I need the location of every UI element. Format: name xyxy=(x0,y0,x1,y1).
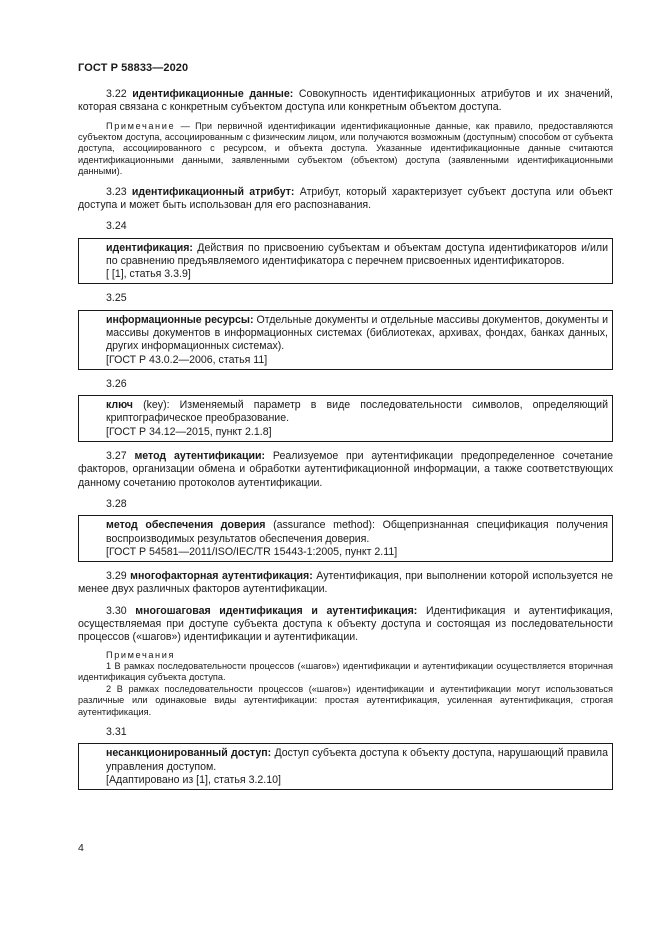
term: несанкционированный доступ: xyxy=(106,747,272,760)
term-entry-3-26 xyxy=(78,378,613,442)
page-content xyxy=(78,88,613,798)
entry-number: 3.29 xyxy=(106,570,127,583)
quoted-definition-box xyxy=(78,515,613,562)
definition-paragraph xyxy=(78,605,613,645)
entry-number: 3.28 xyxy=(106,497,127,510)
quoted-definition-box xyxy=(78,395,613,442)
entry-number: 3.27 xyxy=(106,450,127,463)
note-1: 1 В рамках последовательности процессов («шагов») идентификации и аутентификации осуществляется вторичная идентификация субъекта доступа. xyxy=(78,661,613,683)
note-2: 2 В рамках последовательности процессов («шагов») идентификации и аутентификации могут использоваться различные или одинаковые виды аутентификации: простая аутентификация, усиленная аутентификация, строгая аутентификация. xyxy=(78,683,613,717)
definition: Аутентификация, при выполнении которой используется не менее двух различных факторов аутентификации. xyxy=(78,570,613,596)
term: метод аутентификации: xyxy=(134,450,266,463)
quoted-definition-box xyxy=(78,310,613,370)
entry-number: 3.26 xyxy=(106,377,127,390)
quoted-definition-box xyxy=(78,238,613,285)
term: идентификация: xyxy=(106,241,193,254)
definition: Действия по присвоению субъектам и объектам доступа идентификаторов и/или по сравнению предъявляемого идентификатора с перечнем присвоенных идентификаторов. xyxy=(106,241,608,267)
term: ключ xyxy=(106,399,133,412)
source-reference: [ГОСТ Р 34.12—2015, пункт 2.1.8] xyxy=(106,425,272,438)
definition: (key): Изменяемый параметр в виде последовательности символов, определяющий криптографическое преобразование. xyxy=(106,399,608,425)
term-entry-3-24 xyxy=(78,220,613,284)
term-entry-3-22 xyxy=(78,88,613,178)
definition: (assurance method): Общепризнанная спецификация получения воспроизводимых результатов обеспечения доверия. xyxy=(106,519,608,545)
definition-paragraph xyxy=(106,242,608,269)
term-entry-3-27 xyxy=(78,450,613,490)
term: идентификационный атрибут: xyxy=(131,185,295,198)
note xyxy=(78,121,613,178)
definition-paragraph xyxy=(106,747,608,774)
term: метод обеспечения доверия xyxy=(106,519,266,532)
source-reference: [ [1], статья 3.3.9] xyxy=(106,268,191,281)
definition: Доступ субъекта доступа к объекту доступа, нарушающий правила управления доступом. xyxy=(106,747,609,773)
term: многофакторная аутентификация: xyxy=(130,570,313,583)
term: идентификационные данные: xyxy=(132,88,294,100)
document-code: ГОСТ Р 58833—2020 xyxy=(78,62,189,74)
term-entry-3-31 xyxy=(78,726,613,790)
entry-number: 3.25 xyxy=(106,292,127,305)
entry-number: 3.24 xyxy=(106,220,127,233)
note-text: — При первичной идентификации идентификационные данные, как правило, предоставляются субъектом доступа, ассоциированным с физическим лицом, или получаются возможным (доступным) способом от субъекта доступа, ассоциированного с ресурсом, и объекта доступа. Указанные идентификационные данные считаются идентификационными данными, заявленными субъектом (объектом) доступа (заявленными идентификационными данными). xyxy=(78,120,613,177)
entry-number: 3.30 xyxy=(106,604,127,617)
definition-paragraph xyxy=(78,450,613,490)
definition-paragraph xyxy=(106,399,608,426)
definition: Совокупность идентификационных атрибутов и их значений, которая связана с конкретным субъектом доступа или конкретным объектом доступа. xyxy=(78,88,614,114)
term: многошаговая идентификация и аутентификация: xyxy=(135,604,418,617)
definition-paragraph xyxy=(78,186,613,213)
entry-number: 3.31 xyxy=(106,726,127,739)
entry-number: 3.23 xyxy=(106,185,127,198)
term: информационные ресурсы: xyxy=(106,313,254,326)
quoted-definition-box xyxy=(78,743,613,790)
term-entry-3-30 xyxy=(78,605,613,718)
source-reference: [Адаптировано из [1], статья 3.2.10] xyxy=(106,773,281,786)
entry-number: 3.22 xyxy=(106,88,127,100)
definition-paragraph xyxy=(106,519,608,546)
definition: Идентификация и аутентификация, осуществляемая при доступе субъекта доступа к объекту доступа и состоящая из последовательности процессов («шагов») идентификации и аутентификации. xyxy=(78,604,613,644)
definition-paragraph xyxy=(78,88,613,115)
source-reference: [ГОСТ Р 54581—2011/ISO/IEC/TR 15443-1:2005, пункт 2.11] xyxy=(106,545,398,558)
definition: Отдельные документы и отдельные массивы документов, документы и массивы документов в информационных системах (библиотеках, архивах, фондах, банках данных, других информационных системах). xyxy=(106,313,608,353)
term-entry-3-23 xyxy=(78,186,613,213)
term-entry-3-25 xyxy=(78,292,613,369)
definition: Атрибут, который характеризует субъект доступа или объект доступа и может быть использован для его распознавания. xyxy=(78,185,613,211)
term-entry-3-28 xyxy=(78,498,613,562)
page-number: 4 xyxy=(78,842,84,854)
definition-paragraph xyxy=(78,570,613,597)
note-label: Примечание xyxy=(106,120,176,131)
notes-label: Примечания xyxy=(106,649,176,660)
definition: Реализуемое при аутентификации предопределенное сочетание факторов, организации обмена и обработки аутентификационной информации, а также соответствующих данному сочетанию протоколов аутентификации. xyxy=(78,450,613,489)
definition-paragraph xyxy=(106,314,608,354)
term-entry-3-29 xyxy=(78,570,613,597)
source-reference: [ГОСТ Р 43.0.2—2006, статья 11] xyxy=(106,353,268,366)
